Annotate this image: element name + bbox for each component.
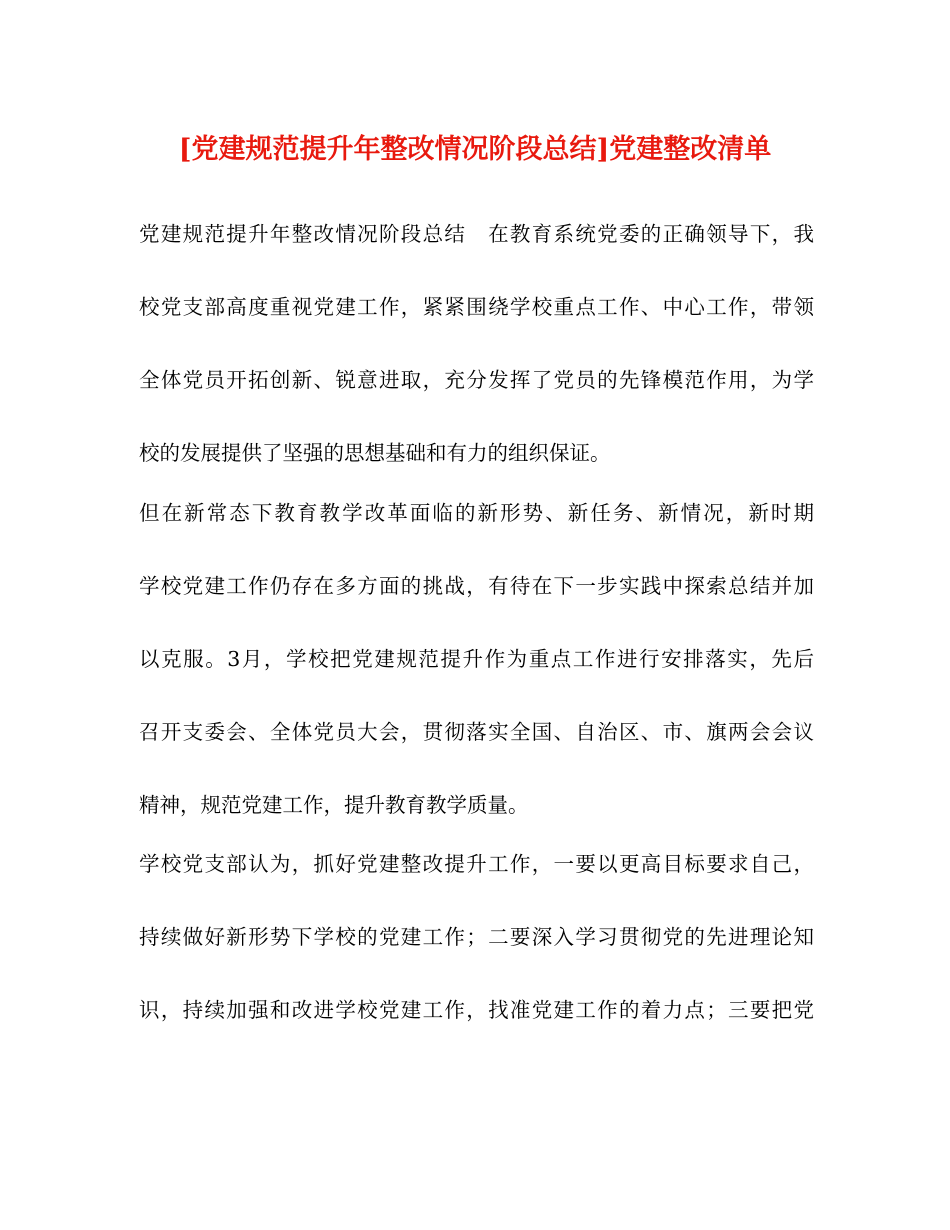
body-line: 学校党建工作仍存在多方面的挑战，有待在下一步实践中探索总结并加 <box>139 574 814 598</box>
body-line: 持续做好新形势下学校的党建工作；二要深入学习贯彻党的先进理论知 <box>139 925 814 949</box>
body-line: 校党支部高度重视党建工作，紧紧围绕学校重点工作、中心工作，带领 <box>139 295 814 319</box>
body-line: 以克服。3月，学校把党建规范提升作为重点工作进行安排落实，先后 <box>139 647 814 671</box>
body-line: 精神，规范党建工作，提升教育教学质量。 <box>139 793 529 817</box>
body-line: 党建规范提升年整改情况阶段总结 在教育系统党委的正确领导下，我 <box>139 222 814 246</box>
body-line: 但在新常态下教育教学改革面临的新形势、新任务、新情况，新时期 <box>139 501 814 525</box>
body-line: 校的发展提供了坚强的思想基础和有力的组织保证。 <box>139 441 611 465</box>
document-title: [党建规范提升年整改情况阶段总结]党建整改清单 <box>178 134 772 165</box>
body-line: 全体党员开拓创新、锐意进取，充分发挥了党员的先锋模范作用，为学 <box>139 368 814 392</box>
body-line: 学校党支部认为，抓好党建整改提升工作，一要以更高目标要求自己， <box>139 852 814 876</box>
body-line: 召开支委会、全体党员大会，贯彻落实全国、自治区、市、旗两会会议 <box>139 720 814 744</box>
body-line: 识，持续加强和改进学校党建工作，找准党建工作的着力点；三要把党 <box>139 998 814 1022</box>
